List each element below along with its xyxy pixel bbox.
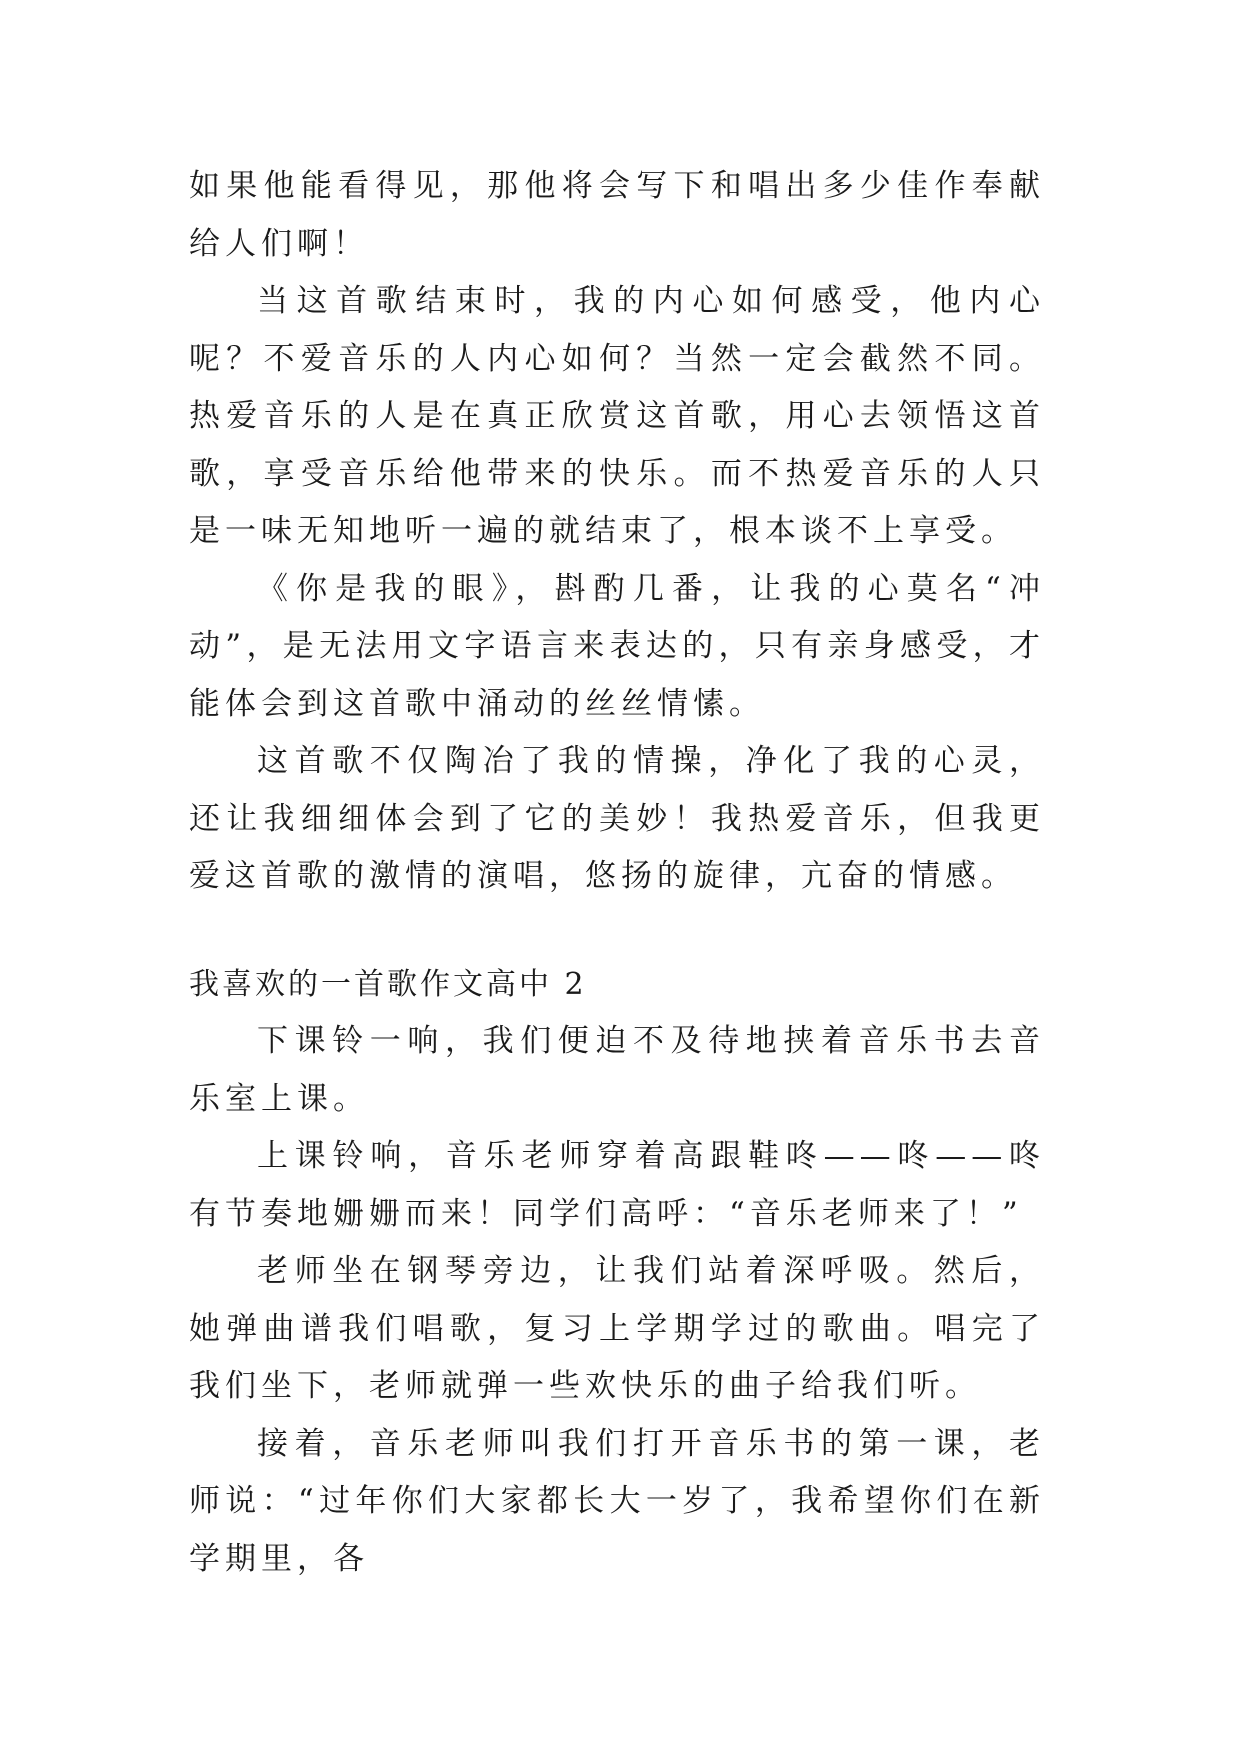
paragraph: 老师坐在钢琴旁边，让我们站着深呼吸。然后，她弹曲谱我们唱歌，复习上学期学过的歌曲。唱完了我们坐下，老师就弹一些欢快乐的曲子给我们听。 [189,1253,1045,1404]
paragraph: 这首歌不仅陶冶了我的情操，净化了我的心灵，还让我细细体会到了它的美妙！我热爱音乐，但我更爱这首歌的激情的演唱，悠扬的旋律，亢奋的情感。 [189,743,1045,894]
section-title: 我喜欢的一首歌作文高中 2 [189,966,587,1002]
paragraph: 当这首歌结束时，我的内心如何感受，他内心呢？不爱音乐的人内心如何？当然一定会截然不同。热爱音乐的人是在真正欣赏这首歌，用心去领悟这首歌，享受音乐给他带来的快乐。而不热爱音乐的人只是一味无知地听一遍的就结束了，根本谈不上享受。 [189,283,1045,549]
document-page [189,158,1045,1588]
section-spacer [189,906,1045,956]
paragraph: 下课铃一响，我们便迫不及待地挟着音乐书去音乐室上课。 [189,1023,1045,1117]
paragraph-continuation: 如果他能看得见，那他将会写下和唱出多少佳作奉献给人们啊！ [189,168,1045,262]
paragraph: 《你是我的眼》，斟酌几番，让我的心莫名“冲动”，是无法用文字语言来表达的，只有亲身感受，才能体会到这首歌中涌动的丝丝情愫。 [189,570,1045,722]
paragraph: 上课铃响，音乐老师穿着高跟鞋咚——咚——咚有节奏地姗姗而来！同学们高呼：“音乐老师来了！” [189,1138,1045,1232]
paragraph: 接着，音乐老师叫我们打开音乐书的第一课，老师说：“过年你们大家都长大一岁了，我希望你们在新学期里，各 [189,1425,1045,1577]
